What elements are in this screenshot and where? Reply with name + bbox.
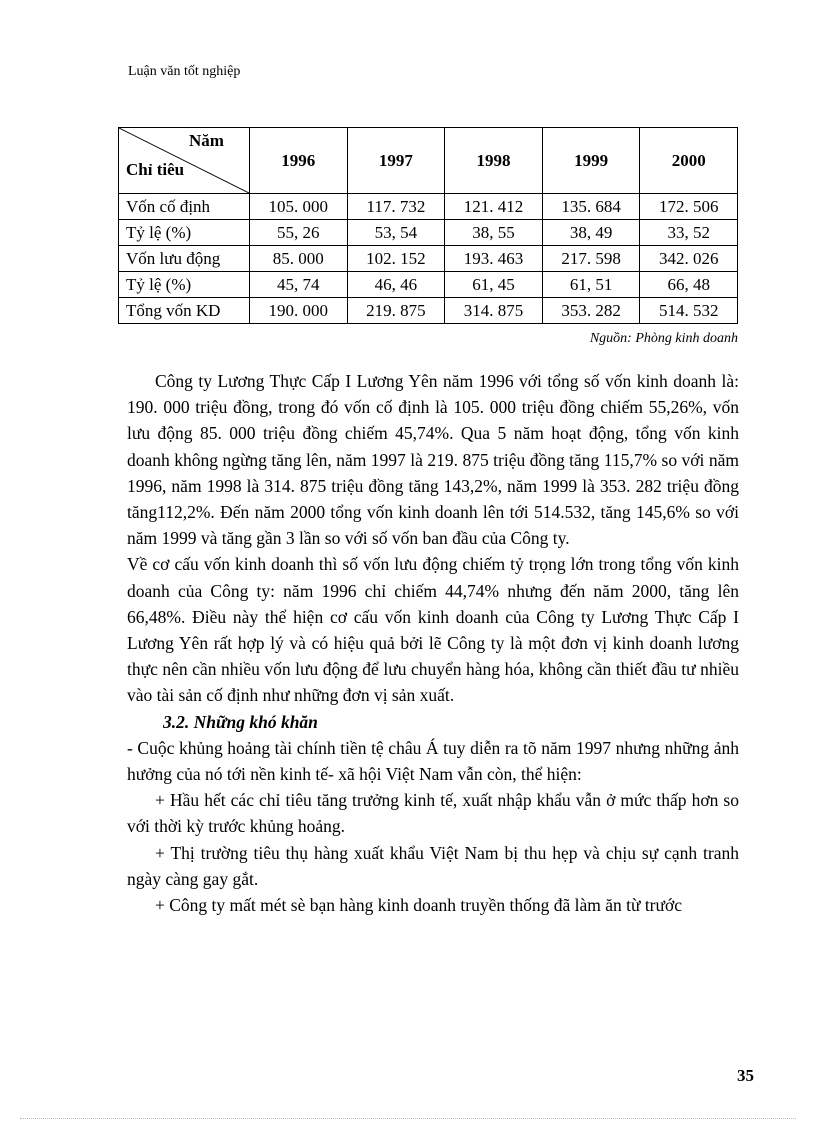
body-text (127, 368, 739, 918)
table-cell: 85. 000 (250, 246, 348, 272)
bullet-item: + Hầu hết các chỉ tiêu tăng trưởng kinh tế, xuất nhập khẩu vẫn ở mức thấp hơn so với thời kỳ trước khủng hoảng. (127, 790, 739, 837)
table-cell: 190. 000 (250, 298, 348, 324)
table-cell: 55, 26 (250, 220, 348, 246)
table-cell: 61, 45 (445, 272, 543, 298)
table-row (119, 246, 738, 272)
table-cell: 172. 506 (640, 194, 738, 220)
table-cell: 121. 412 (445, 194, 543, 220)
table-cell: 514. 532 (640, 298, 738, 324)
table-row (119, 298, 738, 324)
table-cell: 38, 49 (542, 220, 640, 246)
corner-year-label: Năm (189, 131, 224, 150)
table-cell: 314. 875 (445, 298, 543, 324)
table-cell: 61, 51 (542, 272, 640, 298)
table-cell: 193. 463 (445, 246, 543, 272)
table-cell: 353. 282 (542, 298, 640, 324)
bullet-item: + Công ty mất mét sè bạn hàng kinh doanh truyền thống đã làm ăn từ trước (155, 895, 683, 916)
table-header-row (119, 128, 738, 194)
table-row (119, 194, 738, 220)
paragraph: Về cơ cấu vốn kinh doanh thì số vốn lưu động chiếm tỷ trọng lớn trong tổng vốn kinh doanh của Công ty: năm 1996 chỉ chiếm 44,74% nhưng đến năm 2000, tăng lên 66,48%. Điều này thể hiện cơ cấu vốn kinh doanh của Công ty Lương Thực Cấp I Lương Yên rất hợp lý và có hiệu quả bởi lẽ Công ty là một đơn vị kinh doanh lương thực nên cần nhiều vốn lưu động để lưu chuyển hàng hóa, không cần thiết đầu tư nhiều vào tài sản cố định như những đơn vị sản xuất. (127, 554, 739, 706)
paragraph: Công ty Lương Thực Cấp I Lương Yên năm 1996 với tổng số vốn kinh doanh là: 190. 000 triệu đồng, trong đó vốn cố định là 105. 000 triệu đồng chiếm 55,26%, vốn lưu động 85. 000 triệu đồng chiếm 45,74%. Qua 5 năm hoạt động, tổng vốn kinh doanh không ngừng tăng lên, năm 1997 là 219. 875 triệu đồng tăng 115,7% so với năm 1996, năm 1998 là 314. 875 triệu đồng tăng 143,2%, năm 1999 là 353. 282 triệu đồng tăng112,2%. Đến năm 2000 tổng vốn kinh doanh lên tới 514.532, tăng 145,6% so với năm 1999 và tăng gần 3 lần so với số vốn ban đầu của Công ty. (127, 371, 739, 549)
year-header: 1998 (445, 128, 543, 194)
row-label: Tỷ lệ (%) (119, 272, 250, 298)
table-cell: 53, 54 (347, 220, 445, 246)
row-label: Vốn lưu động (119, 246, 250, 272)
table-cell: 46, 46 (347, 272, 445, 298)
year-header: 2000 (640, 128, 738, 194)
row-label: Tỷ lệ (%) (119, 220, 250, 246)
corner-indicator-label: Chỉ tiêu (126, 160, 185, 179)
row-label: Vốn cố định (119, 194, 250, 220)
table-cell: 102. 152 (347, 246, 445, 272)
table-cell: 105. 000 (250, 194, 348, 220)
section-heading: 3.2. Những khó khăn (163, 711, 318, 732)
table-cell: 135. 684 (542, 194, 640, 220)
table-row (119, 220, 738, 246)
year-header: 1997 (347, 128, 445, 194)
year-header: 1999 (542, 128, 640, 194)
bullet-item: + Thị trường tiêu thụ hàng xuất khẩu Việt Nam bị thu hẹp và chịu sự cạnh tranh ngày càng gay gắt. (127, 842, 739, 889)
table-cell: 219. 875 (347, 298, 445, 324)
table-corner-cell (119, 128, 250, 194)
capital-table (118, 127, 738, 324)
page-header: Luận văn tốt nghiệp (128, 64, 241, 79)
year-header: 1996 (250, 128, 348, 194)
table-cell: 38, 55 (445, 220, 543, 246)
table-row (119, 272, 738, 298)
page-number: 35 (737, 1066, 754, 1085)
footer-divider (20, 1118, 796, 1119)
table-cell: 66, 48 (640, 272, 738, 298)
row-label: Tổng vốn KD (119, 298, 250, 324)
table-cell: 45, 74 (250, 272, 348, 298)
table-cell: 117. 732 (347, 194, 445, 220)
table-source-note: Nguồn: Phòng kinh doanh (589, 331, 738, 346)
table-cell: 217. 598 (542, 246, 640, 272)
table-cell: 33, 52 (640, 220, 738, 246)
paragraph: - Cuộc khủng hoảng tài chính tiền tệ châu Á tuy diễn ra tõ năm 1997 nhưng những ảnh hưởng của nó tới nền kinh tế- xã hội Việt Nam vẫn còn, thể hiện: (127, 737, 739, 785)
table-cell: 342. 026 (640, 246, 738, 272)
